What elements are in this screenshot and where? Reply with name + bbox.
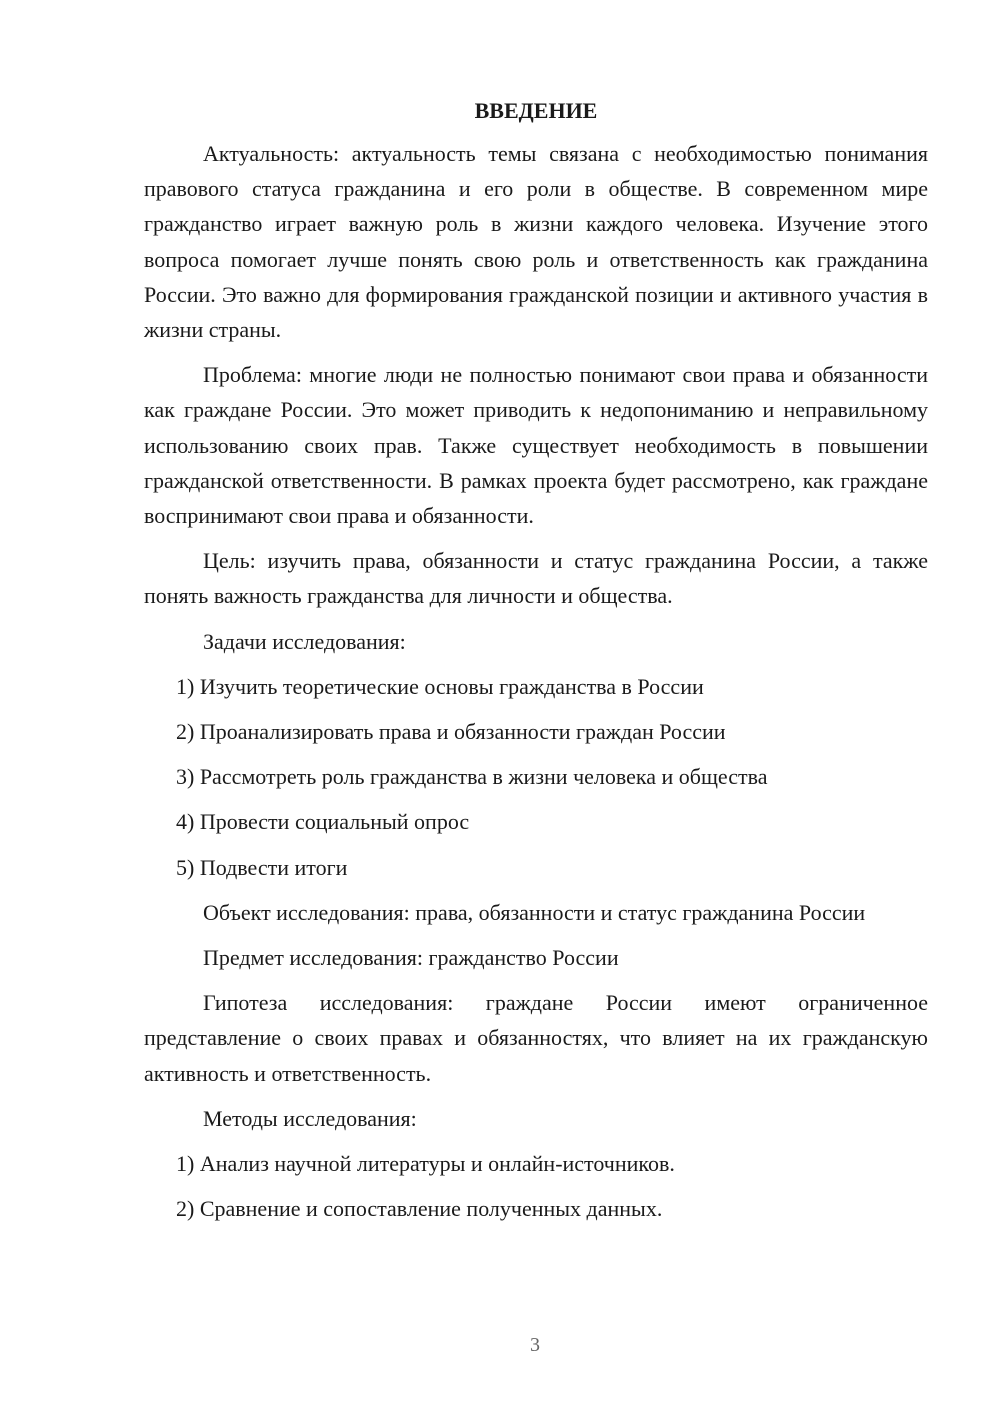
paragraph-subject: Предмет исследования: гражданство России (203, 945, 619, 971)
list-item-method: 1) Анализ научной литературы и онлайн-источников. (176, 1151, 675, 1177)
list-item-task: 4) Провести социальный опрос (176, 809, 470, 835)
paragraph-hypothesis: Гипотеза исследования: граждане России имеют ограниченное представление о своих правах и обязанностях, что влияет на их гражданскую активность и ответственность. (144, 990, 928, 1086)
list-item-task: 3) Рассмотреть роль гражданства в жизни человека и общества (176, 764, 768, 790)
document-page (144, 96, 928, 1236)
paragraph-object: Объект исследования: права, обязанности и статус гражданина России (203, 899, 866, 925)
section-title: ВВЕДЕНИЕ (474, 98, 598, 123)
methods-heading: Методы исследования: (203, 1105, 417, 1131)
paragraph-goal: Цель: изучить права, обязанности и статус гражданина России, а также понять важность гражданства для личности и общества. (144, 548, 928, 609)
list-item-method: 2) Сравнение и сопоставление полученных данных. (176, 1196, 663, 1222)
tasks-heading: Задачи исследования: (203, 628, 406, 654)
list-item-task: 2) Проанализировать права и обязанности граждан России (176, 719, 726, 745)
list-item-task: 5) Подвести итоги (176, 854, 348, 880)
paragraph-problem: Проблема: многие люди не полностью понимают свои права и обязанности как граждане России. Это может приводить к недопониманию и неправильному использованию своих прав. Также существует необходимость в повышении гражданской ответственности. В рамках проекта будет рассмотрено, как граждане воспринимают свои права и обязанности. (144, 362, 928, 529)
page-number: 3 (530, 1334, 540, 1356)
list-item-task: 1) Изучить теоретические основы гражданства в России (176, 673, 704, 699)
paragraph-relevance: Актуальность: актуальность темы связана с необходимостью понимания правового статуса гражданина и его роли в обществе. В современном мире гражданство играет важную роль в жизни каждого человека. Изучение этого вопроса помогает лучше понять свою роль и ответственность как гражданина России. Это важно для формирования гражданской позиции и активного участия в жизни страны. (144, 141, 928, 343)
